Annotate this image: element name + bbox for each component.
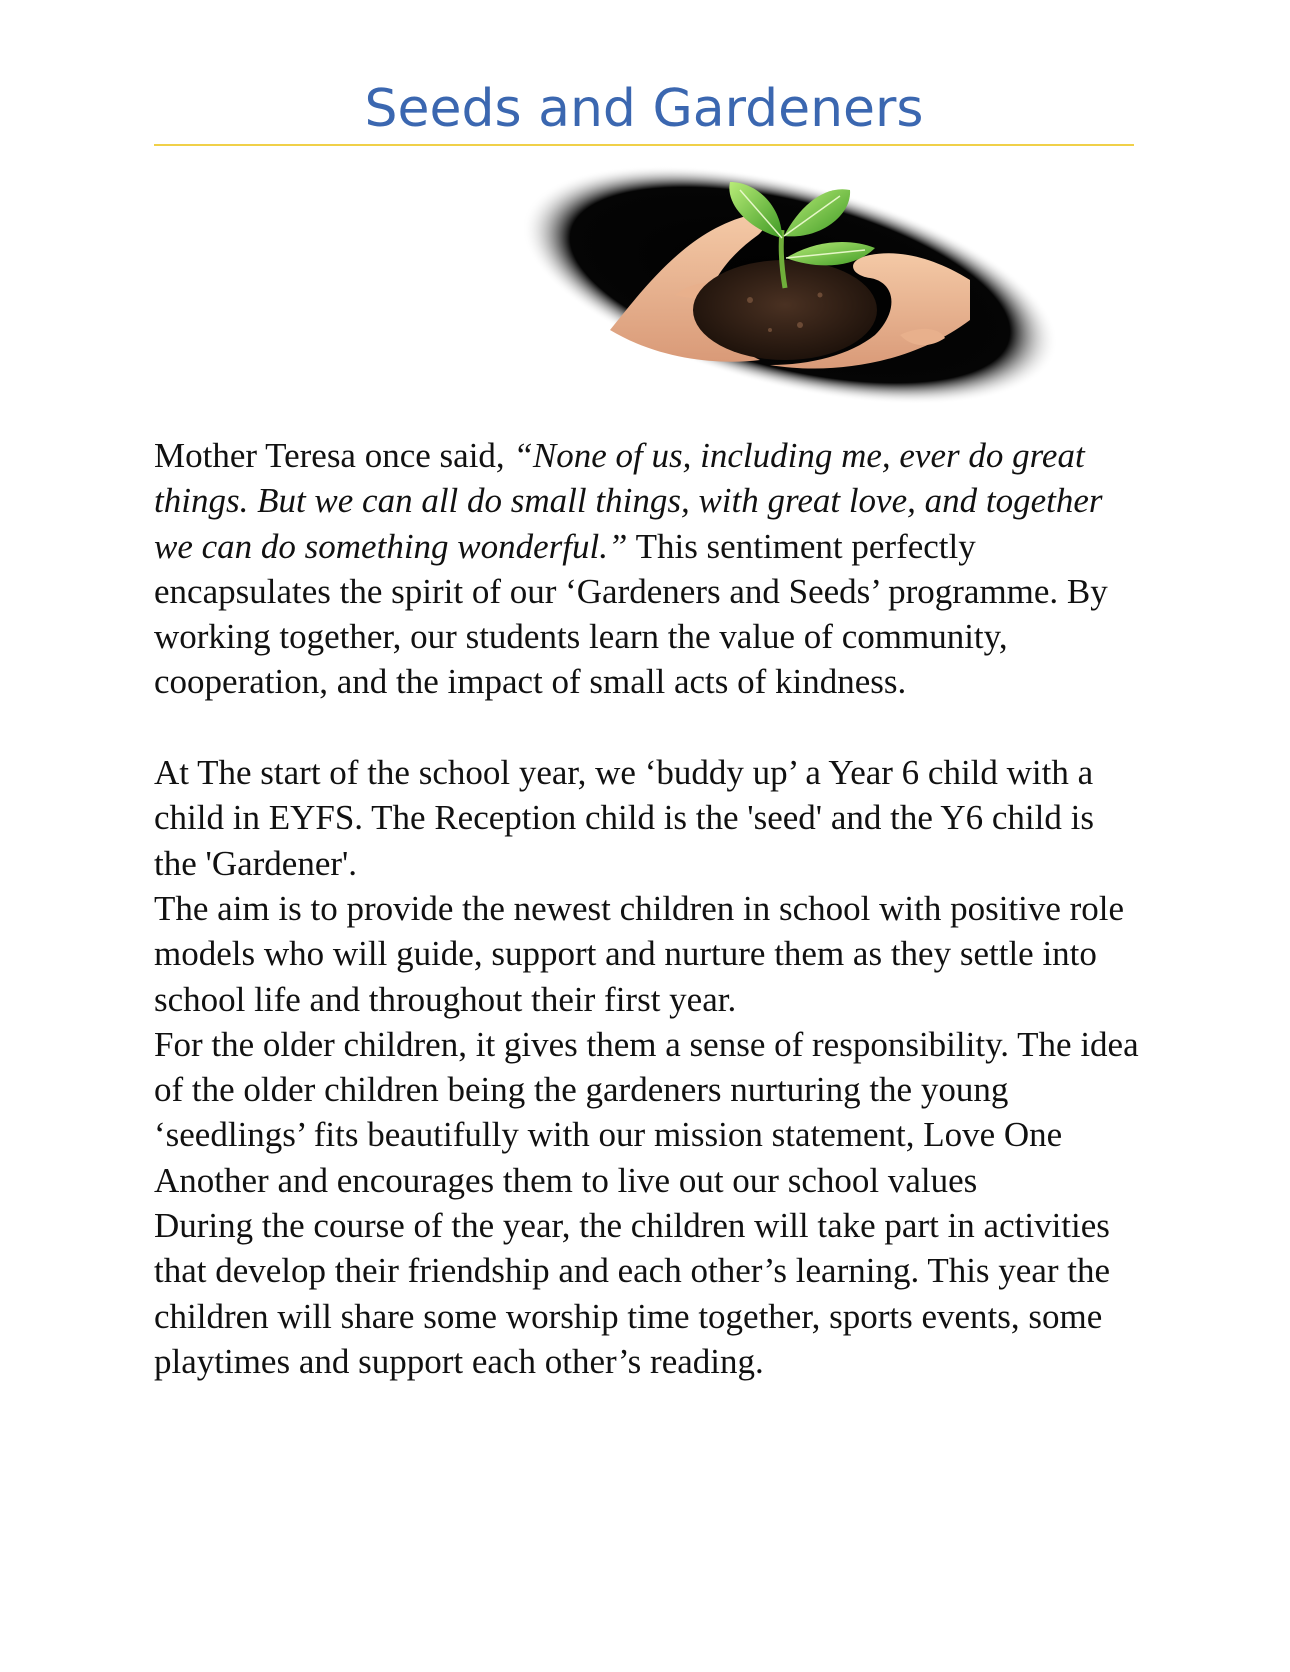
paragraph-rest: This sentiment perfectly encapsulates the spirit of our ‘Gardeners and Seeds’ programme. By working together, our students learn the value of community, cooperation, and the impact of small acts of kindness. <box>154 526 1108 702</box>
title-underline <box>154 144 1134 146</box>
paragraph-activities: During the course of the year, the children will take part in activities that develop their friendship and each other’s learning. This year the children will share some worship time together, sports events, some playtimes and support each other’s reading. <box>154 1206 1111 1381</box>
paragraph-lead: Mother Teresa once said, <box>154 436 514 475</box>
article-body <box>154 433 1144 1384</box>
page-title: Seeds and Gardeners <box>364 79 924 139</box>
mother-teresa-quote: “None of us, including me, ever do great things. But we can all do small things, with great love, and together we can do something wonderful.” <box>154 436 1103 566</box>
paragraph-buddy-up: At The start of the school year, we ‘buddy up’ a Year 6 child with a child in EYFS. The Reception child is the 'seed' and the Y6 child is the 'Gardener'. <box>154 753 1094 883</box>
paragraph-mother-teresa <box>154 433 1144 705</box>
hands-holding-seedling-icon <box>500 160 1080 410</box>
paragraph-older-children: For the older children, it gives them a sense of responsibility. The idea of the older children being the gardeners nurturing the young ‘seedlings’ fits beautifully with our mission statement, Love One Another and encourages them to live out our school values <box>154 1024 1139 1200</box>
paragraph-aim: The aim is to provide the newest children in school with positive role models who will guide, support and nurture them as they settle into school life and throughout their first year. <box>154 888 1125 1019</box>
